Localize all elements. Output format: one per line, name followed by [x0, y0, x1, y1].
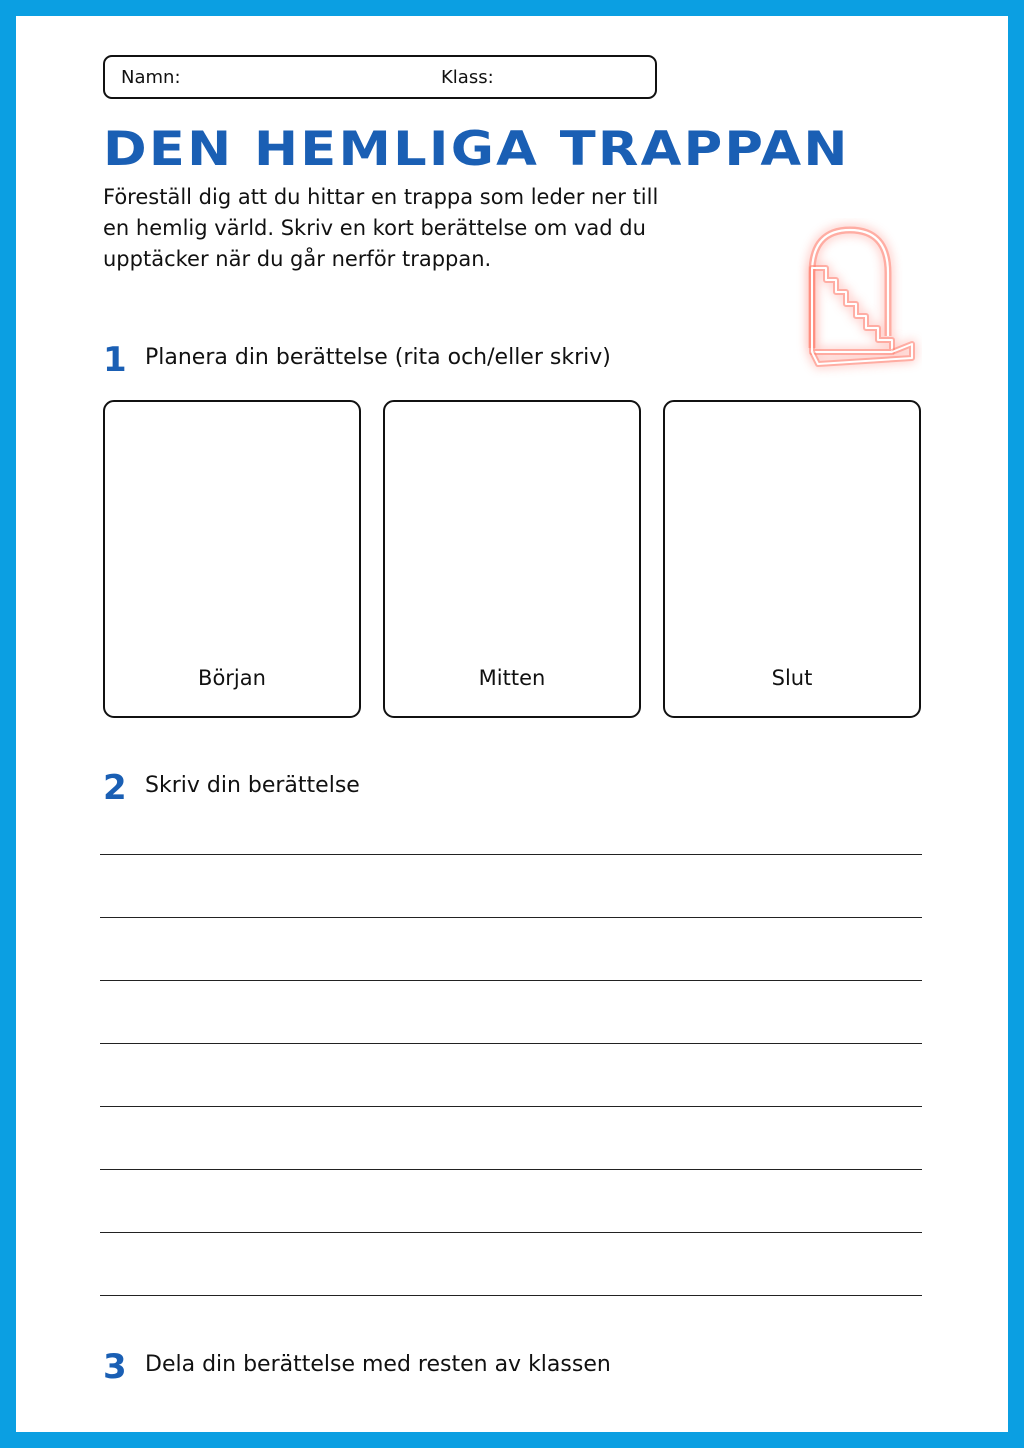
writing-line[interactable]: [100, 980, 922, 981]
writing-line[interactable]: [100, 917, 922, 918]
section-2-text: Skriv din berättelse: [145, 773, 360, 798]
section-3-number: 3: [103, 1347, 127, 1387]
writing-line[interactable]: [100, 1169, 922, 1170]
section-3-text: Dela din berättelse med resten av klassen: [145, 1352, 611, 1377]
panel-label-mitten: Mitten: [478, 666, 546, 690]
panel-label-slut: Slut: [771, 666, 813, 690]
panel-borjan[interactable]: [103, 400, 361, 718]
section-1-text: Planera din berättelse (rita och/eller skriv): [145, 345, 611, 370]
page-title: DEN HEMLIGA TRAPPAN: [103, 122, 850, 177]
writing-line[interactable]: [100, 854, 922, 855]
name-class-box: [103, 55, 657, 99]
panel-label-borjan: Början: [198, 666, 266, 690]
writing-line[interactable]: [100, 1232, 922, 1233]
class-label: Klass:: [441, 67, 494, 88]
section-2-number: 2: [103, 768, 127, 808]
intro-text: Föreställ dig att du hittar en trappa som leder ner till en hemlig värld. Skriv en kort berättelse om vad du upptäcker när du går nerför trappan.: [103, 185, 659, 271]
panel-mitten[interactable]: [383, 400, 641, 718]
neon-staircase-door-icon: [792, 218, 922, 382]
writing-line[interactable]: [100, 1043, 922, 1044]
section-1-number: 1: [103, 340, 127, 380]
name-label: Namn:: [121, 67, 181, 88]
writing-line[interactable]: [100, 1106, 922, 1107]
panel-slut[interactable]: [663, 400, 921, 718]
writing-line[interactable]: [100, 1295, 922, 1296]
